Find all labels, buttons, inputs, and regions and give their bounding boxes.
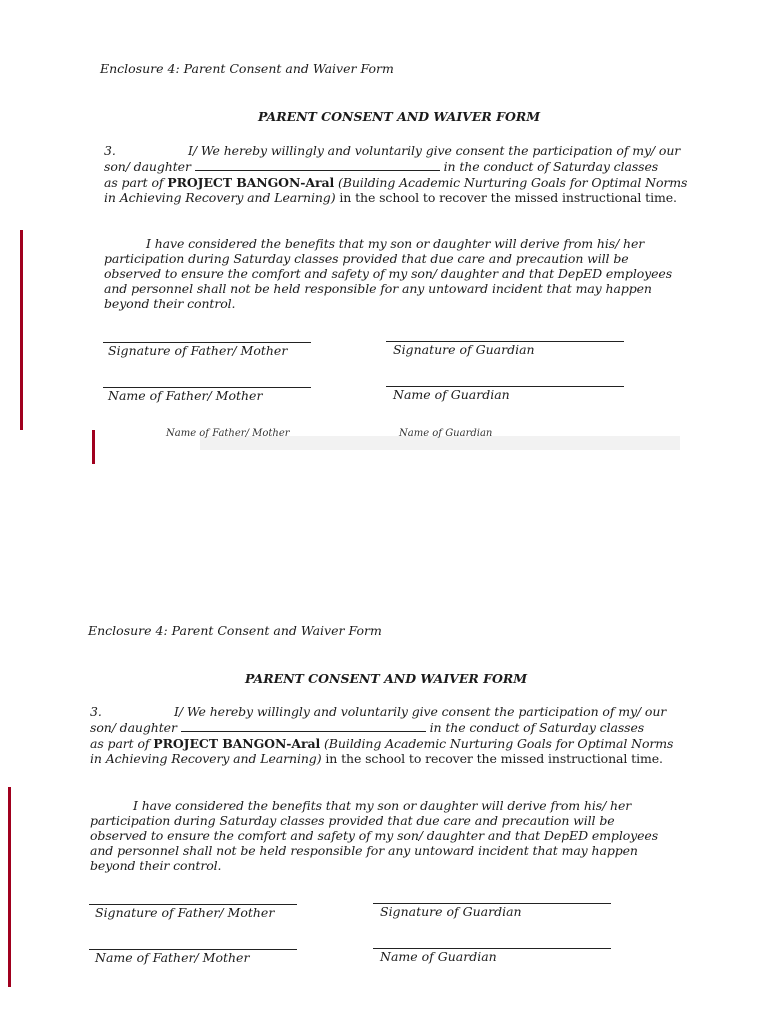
parent-name-label: Name of Father/ Mother [95,950,250,965]
child-name-blank[interactable] [181,721,426,732]
guardian-signature-label: Signature of Guardian [380,904,522,919]
benefits-line-2: participation during Saturday classes provided that due care and precaution will be [104,251,629,266]
faded-guardian-label: Name of Guardian [399,428,493,439]
margin-mark [92,430,95,464]
consent-line-4: in Achieving Recovery and Learning) in the school to recover the missed instructional time. [90,751,663,766]
parent-signature-label: Signature of Father/ Mother [108,343,288,358]
conduct-text: in the conduct of Saturday classes [443,159,659,174]
conduct-text: in the conduct of Saturday classes [429,720,645,735]
guardian-name-label: Name of Guardian [380,949,497,964]
margin-mark [8,787,11,987]
form-title: PARENT CONSENT AND WAIVER FORM [258,109,541,124]
project-name: PROJECT BANGON-Aral [153,736,321,751]
benefits-line-4: and personnel shall not be held responsible for any untoward incident that may happen [104,281,652,296]
faded-parent-label: Name of Father/ Mother [166,428,290,439]
margin-mark [20,230,23,430]
consent-line-2 [90,720,644,735]
son-daughter-label: son/ daughter [104,159,191,174]
benefits-line-5: beyond their control. [90,858,222,873]
benefits-line-4: and personnel shall not be held responsible for any untoward incident that may happen [90,843,638,858]
benefits-line-1: I have considered the benefits that my son or daughter will derive from his/ her [146,236,645,251]
parent-name-label: Name of Father/ Mother [108,388,263,403]
consent-line-1: I/ We hereby willingly and voluntarily give consent the participation of my/ our [188,143,681,158]
guardian-signature-label: Signature of Guardian [393,342,535,357]
guardian-name-label: Name of Guardian [393,387,510,402]
consent-form-2 [0,562,768,982]
item-number: 3. [90,704,102,719]
form-title: PARENT CONSENT AND WAIVER FORM [245,671,528,686]
child-name-blank[interactable] [195,160,440,171]
consent-form-1 [0,0,768,420]
enclosure-label: Enclosure 4: Parent Consent and Waiver Form [100,61,394,76]
consent-line-2 [104,159,658,174]
benefits-line-2: participation during Saturday classes provided that due care and precaution will be [90,813,615,828]
consent-line-3: as part of PROJECT BANGON-Aral (Building Academic Nurturing Goals for Optimal Norms [90,736,674,751]
benefits-line-3: observed to ensure the comfort and safety of my son/ daughter and that DepED employees [104,266,673,281]
son-daughter-label: son/ daughter [90,720,177,735]
benefits-line-3: observed to ensure the comfort and safety of my son/ daughter and that DepED employees [90,828,659,843]
item-number: 3. [104,143,116,158]
benefits-line-1: I have considered the benefits that my son or daughter will derive from his/ her [133,798,632,813]
parent-signature-label: Signature of Father/ Mother [95,905,275,920]
consent-line-4: in Achieving Recovery and Learning) in the school to recover the missed instructional time. [104,190,677,205]
project-name: PROJECT BANGON-Aral [167,175,335,190]
benefits-line-5: beyond their control. [104,296,236,311]
consent-line-3: as part of PROJECT BANGON-Aral (Building Academic Nurturing Goals for Optimal Norms [104,175,688,190]
enclosure-label: Enclosure 4: Parent Consent and Waiver Form [88,623,382,638]
consent-line-1: I/ We hereby willingly and voluntarily give consent the participation of my/ our [174,704,667,719]
